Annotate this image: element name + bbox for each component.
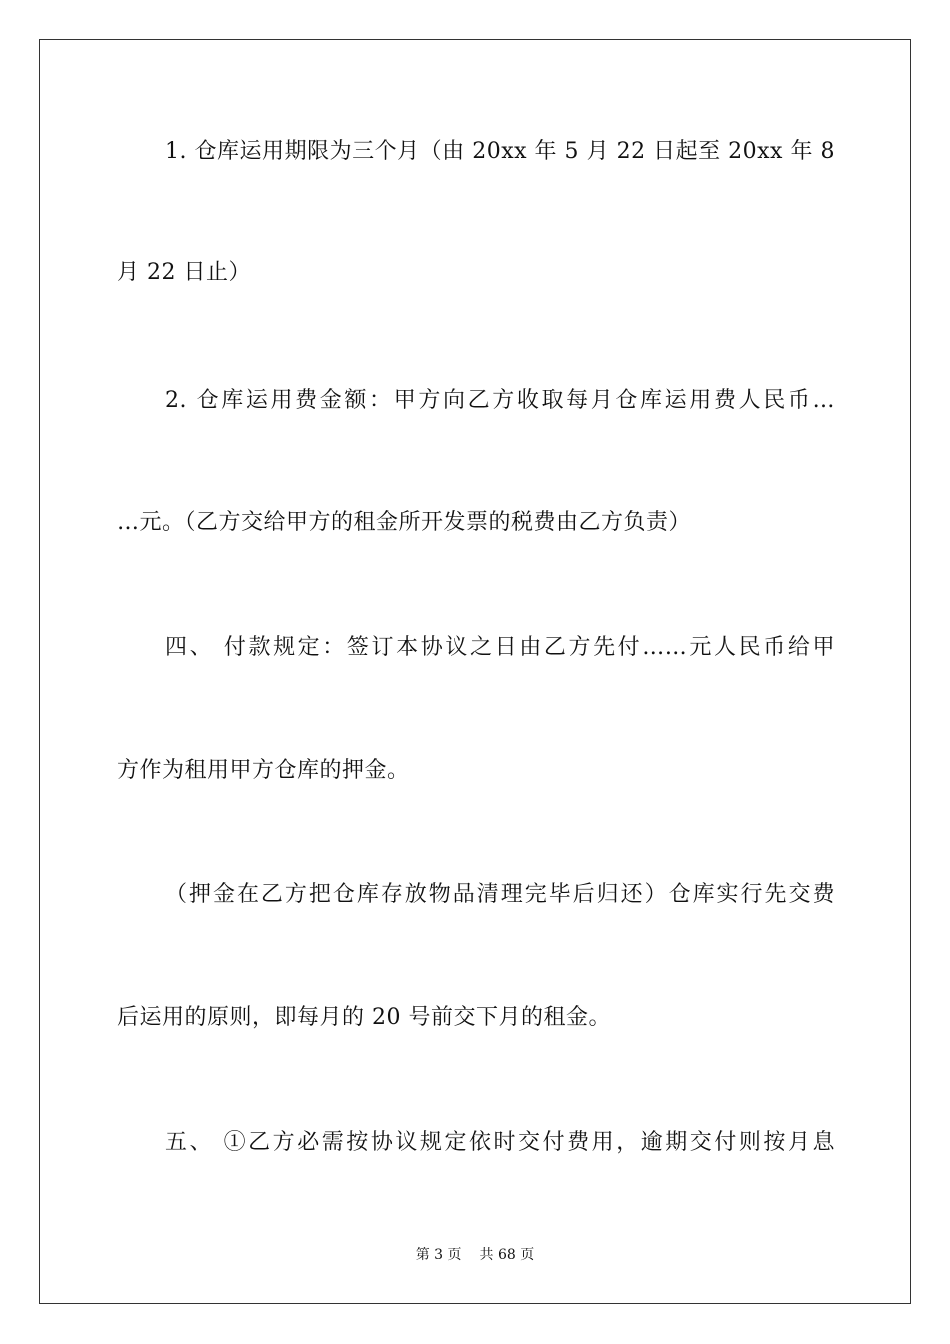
paragraph-line-2: 月 22 日止） <box>117 260 251 285</box>
paragraph-line-9: 五、 ①乙方必需按协议规定依时交付费用，逾期交付则按月息 <box>165 1130 835 1155</box>
paragraph-line-5: 四、 付款规定：签订本协议之日由乙方先付……元人民币给甲 <box>165 635 835 660</box>
page-total: 共 68 页 <box>479 1247 535 1263</box>
paragraph-line-6: 方作为租用甲方仓库的押金。 <box>117 758 410 783</box>
paragraph-line-8: 后运用的原则，即每月的 20 号前交下月的租金。 <box>117 1005 611 1030</box>
paragraph-line-4: …元。（乙方交给甲方的租金所开发票的税费由乙方负责） <box>117 510 692 535</box>
page-footer <box>0 1246 950 1264</box>
paragraph-line-7: （押金在乙方把仓库存放物品清理完毕后归还）仓库实行先交费 <box>165 882 835 907</box>
page-number: 第 3 页 <box>415 1247 462 1263</box>
paragraph-line-3: 2. 仓库运用费金额：甲方向乙方收取每月仓库运用费人民币… <box>165 388 835 413</box>
page-frame <box>39 39 911 1304</box>
paragraph-line-1: 1. 仓库运用期限为三个月（由 20xx 年 5 月 22 日起至 20xx 年 8 <box>165 139 835 164</box>
